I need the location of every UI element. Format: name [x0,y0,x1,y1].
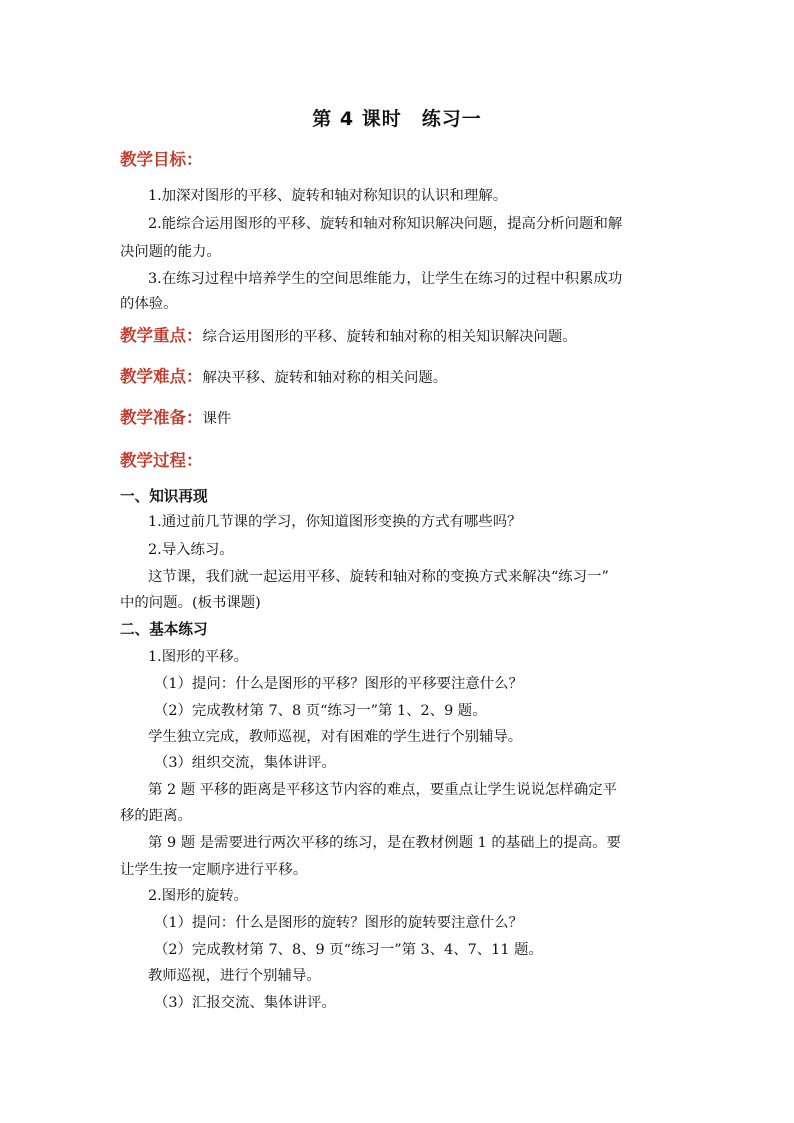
process-line: 2.导入练习。 [148,542,234,558]
process-line: 移的距离。 [120,808,192,824]
preparation-text: 课件 [202,411,232,427]
process-line: （2）完成教材第 7、8、9 页“练习一”第 3、4、7、11 题。 [154,942,543,958]
process-line: 1.通过前几节课的学习，你知道图形变换的方式有哪些吗？ [148,514,522,530]
process-line: 学生独立完成，教师巡视，对有困难的学生进行个别辅导。 [148,729,523,745]
objective-line: 3.在练习过程中培养学生的空间思维能力，让学生在练习的过程中积累成功 [148,271,623,287]
objective-line: 2.能综合运用图形的平移、旋转和轴对称知识解决问题，提高分析问题和解 [148,216,623,232]
process-line: 中的问题。(板书课题) [120,595,261,611]
preparation-row [120,407,231,429]
difficulty-heading: 教学难点： [120,367,203,386]
section-title: 一、知识再现 [120,488,208,505]
process-line: 这节课，我们就一起运用平移、旋转和轴对称的变换方式来解决“练习一” [148,569,609,585]
key-point-row [120,325,577,347]
process-line: （2）完成教材第 7、8 页“练习一”第 1、2、9 题。 [154,703,487,719]
key-point-text: 综合运用图形的平移、旋转和轴对称的相关知识解决问题。 [202,329,577,345]
objectives-heading: 教学目标： [120,150,203,169]
process-line: 第 9 题 是需要进行两次平移的练习，是在教材例题 1 的基础上的提高。要 [148,835,621,851]
process-line: 1.图形的平移。 [148,649,249,665]
process-line: （3）汇报交流、集体讲评。 [154,995,336,1011]
process-line: 2.图形的旋转。 [148,888,249,904]
process-line: （3）组织交流，集体讲评。 [154,755,336,771]
lesson-title: 第 4 课时 练习一 [312,108,482,130]
process-line: （1）提问：什么是图形的平移？图形的平移要注意什么？ [154,676,523,692]
difficulty-text: 解决平移、旋转和轴对称的相关问题。 [202,370,448,386]
section-title: 二、基本练习 [120,621,208,638]
process-line: 让学生按一定顺序进行平移。 [120,862,308,878]
process-line: 教师巡视，进行个别辅导。 [148,968,321,984]
difficulty-row [120,366,447,388]
objective-line: 的体验。 [120,296,178,312]
process-line: 第 2 题 平移的距离是平移这节内容的难点，要重点让学生说说怎样确定平 [148,782,617,798]
key-point-heading: 教学重点： [120,326,203,345]
objective-line: 1.加深对图形的平移、旋转和轴对称知识的认识和理解。 [148,188,508,204]
objective-line: 决问题的能力。 [120,244,221,260]
process-heading: 教学过程： [120,451,203,470]
process-line: （1）提问：什么是图形的旋转？图形的旋转要注意什么？ [154,915,523,931]
preparation-heading: 教学准备： [120,408,203,427]
